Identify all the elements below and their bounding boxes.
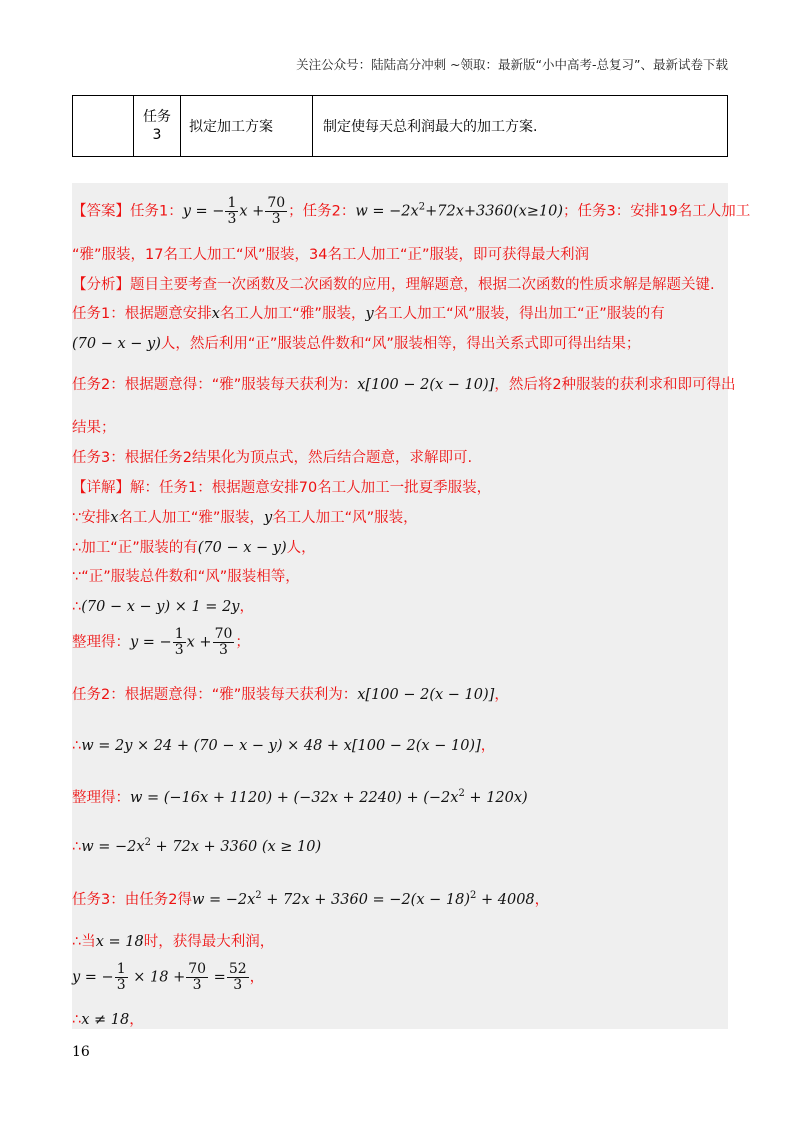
- detail-because-2: ∵“正”服装总件数和“风”服装相等，: [72, 569, 300, 585]
- analysis-task2: 任务2：根据题意得：“雅”服装每天获利为：x[100 − 2(x − 10)]，然后将2种服装的获利求和即可得出: [72, 377, 736, 393]
- table-cell-task: [134, 96, 181, 157]
- page-number: 16: [72, 1044, 90, 1060]
- table-cell-title: 拟定加工方案: [181, 96, 313, 157]
- analysis-task1-cont: (70 − x − y)人，然后利用“正”服装总件数和“风”服装相等，得出关系式即可得出结果；: [72, 336, 641, 352]
- analysis-task3: 任务3：根据任务2结果化为顶点式，然后结合题意，求解即可.: [72, 450, 473, 466]
- equation-y: 整理得：y = − $\frac{1}{3}$ x + $\frac{70}{3}$ ；: [72, 626, 250, 658]
- equation-w: ∴w = 2y × 24 + (70 − x − y) × 48 + x[100 − 2(x − 10)]，: [72, 738, 496, 754]
- equation-1: ∴(70 − x − y) × 1 = 2y，: [72, 599, 254, 615]
- analysis-task1: 任务1：根据题意安排x名工人加工“雅”服装，y名工人加工“风”服装，得出加工“正”服装的有: [72, 306, 665, 322]
- equation-w-final: ∴w = $-2x^2 + 72x + 3360$ (x ≥ 10): [72, 837, 322, 855]
- analysis-line: 【分析】题目主要考查一次函数及二次函数的应用，理解题意，根据二次函数的性质求解是解题关键.: [72, 277, 715, 293]
- table-cell-empty: [73, 96, 134, 157]
- page-header: 关注公众号：陆陆高分冲刺 ~领取：最新版“小中高考-总复习”、最新试卷下载: [296, 57, 728, 72]
- analysis-task2-cont: 结果；: [72, 420, 116, 436]
- detail-line: 【详解】解：任务1：根据题意安排70名工人加工一批夏季服装，: [72, 480, 492, 496]
- task-label: 任务 3: [143, 109, 171, 143]
- equation-y-value: y = − $\frac{1}{3}$ × 18 + $\frac{70}{3}$ = $\frac{52}{3}$ ，: [72, 961, 265, 993]
- detail-because: ∵安排x名工人加工“雅”服装，y名工人加工“风”服装，: [72, 510, 418, 526]
- detail-task2: 任务2：根据题意得：“雅”服装每天获利为：x[100 − 2(x − 10)]，: [72, 687, 509, 703]
- answer-line-cont: “雅”服装，17名工人加工“风”服装，34名工人加工“正”服装，即可获得最大利润: [72, 247, 589, 263]
- task-table: [72, 95, 728, 157]
- detail-task3: 任务3：由任务2得$w = -2x^2 + 72x + 3360 = -2(x - 18)^2 + 4008$，: [72, 890, 550, 908]
- table-row: [73, 96, 728, 157]
- max-profit-line: ∴当x = 18时，获得最大利润，: [72, 934, 275, 950]
- answer-line: 【答案】任务1：y = − $\frac{1}{3}$ x + $\frac{70}{3}$ ；任务2：$w = -2x^2+72x+3360(x\ge 10)$；任务3：安排19名工人加工: [72, 195, 751, 227]
- x-not-18: ∴x ≠ 18，: [72, 1012, 144, 1028]
- equation-w-expand: 整理得：$w = (-16x + 1120) + (-32x + 2240) + (-2x^2 + 120x)$: [72, 788, 528, 806]
- detail-therefore: ∴加工“正”服装的有(70 − x − y)人，: [72, 540, 316, 556]
- table-cell-desc: 制定使每天总利润最大的加工方案.: [313, 96, 728, 157]
